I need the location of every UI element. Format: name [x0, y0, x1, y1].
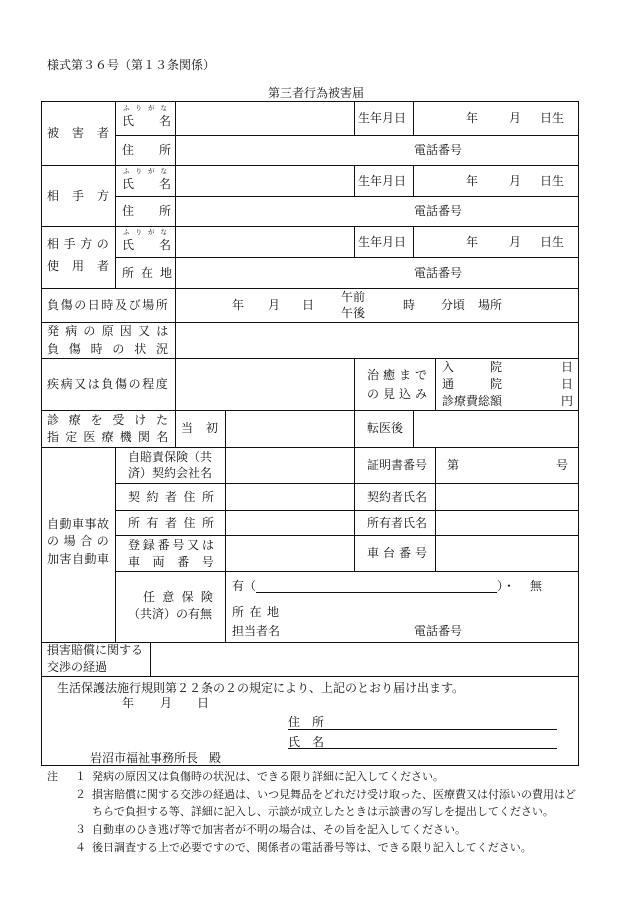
insurer-label-line1: 自賠責保険（共	[128, 450, 213, 464]
vehicle-label-line2: の場合の	[47, 534, 114, 548]
employer-label-line1: 相手方の	[47, 237, 114, 251]
medical-cost-label: 診療費総額	[442, 394, 503, 408]
declaration-year: 年	[122, 696, 135, 710]
other-party-name-label: 氏名	[122, 177, 197, 191]
injury-minute: 分頃	[441, 298, 466, 312]
injury-month: 月	[268, 298, 281, 312]
employer-furigana: ふりがな	[123, 228, 173, 236]
victim-name-label: 氏名	[122, 114, 197, 128]
note-text: 自動車のひき逃げ等で加害者が不明の場合は、その旨を記入してください。	[92, 823, 466, 836]
optional-insurance-no: 無	[530, 579, 543, 593]
victim-label: 被害者	[47, 126, 123, 140]
employer-phone-label: 電話番号	[414, 266, 463, 280]
employer-birth-month: 月	[509, 235, 522, 249]
declaration-day: 日	[197, 696, 210, 710]
owner-address-label: 所有者住所	[128, 516, 221, 530]
victim-birth-day: 日生	[540, 111, 565, 125]
form-number: 様式第３６号（第１３条関係）	[47, 58, 216, 72]
employer-birth-year: 年	[466, 235, 479, 249]
cause-label-line1: 発病の原因又は	[47, 324, 175, 338]
declarant-name-label: 氏名	[288, 735, 337, 749]
severity-label: 疾病又は負傷の程度	[47, 377, 170, 391]
vehicle-label-line1: 自動車事故	[47, 517, 110, 531]
addressee-honorific: 殿	[209, 751, 222, 765]
optional-insurance-yes: 有（	[232, 579, 257, 593]
certificate-label: 証明書番号	[367, 458, 428, 472]
negotiation-label-line1: 損害賠償に関する	[47, 643, 144, 657]
certificate-prefix: 第	[447, 458, 460, 472]
medical-institution-label-line2: 指定医療機関名	[47, 430, 175, 444]
victim-furigana: ふりがな	[123, 104, 173, 112]
declaration-month: 月	[160, 696, 173, 710]
insurer-location-label: 所在地	[232, 605, 285, 619]
addressee: 岩沼市福祉事務所長	[90, 751, 199, 765]
employer-birth-day: 日生	[540, 235, 565, 249]
optional-insurance-yes-close: ）・	[497, 579, 516, 593]
form-title: 第三者行為被害届	[268, 86, 365, 100]
declaration-statement: 生活保護法施行規則第２２条の２の規定により、上記のとおり届け出ます。	[57, 681, 465, 695]
declarant-address-label: 住所	[288, 715, 337, 729]
injury-day: 日	[302, 298, 315, 312]
victim-birth-year: 年	[466, 111, 479, 125]
other-party-birth-label: 生年月日	[358, 174, 407, 188]
other-party-phone-label: 電話番号	[414, 204, 463, 218]
registration-label-line1: 登録番号又は	[128, 538, 217, 552]
registration-label-line2: 車両番号	[128, 555, 227, 569]
note-text: 損害賠償に関する交渉の経過は、いつ見舞品をどれだけ受け取った、医療費又は付添いの費用はど	[92, 788, 576, 801]
negotiation-label-line2: 交渉の経過	[47, 660, 108, 674]
victim-address-label: 住所	[122, 143, 197, 157]
employer-name-label: 氏名	[122, 238, 197, 252]
outpatient-unit: 日	[561, 377, 574, 391]
outpatient-label: 通院	[442, 377, 539, 391]
initial-institution-label: 当初	[181, 421, 232, 435]
other-party-birth-day: 日生	[540, 174, 565, 188]
certificate-suffix: 号	[556, 458, 569, 472]
injury-am: 午前	[341, 290, 366, 304]
medical-institution-label-line1: 診療を受けた	[47, 413, 178, 427]
contractor-name-label: 契約者氏名	[367, 490, 428, 504]
recovery-outlook-line2: の見込み	[367, 387, 432, 401]
injury-place: 場所	[478, 298, 503, 312]
contractor-address-label: 契約者住所	[128, 490, 221, 504]
other-party-address-label: 住所	[122, 204, 197, 218]
insurer-phone-label: 電話番号	[414, 624, 463, 638]
employer-label-line2: 使用者	[47, 259, 123, 273]
inpatient-label: 入院	[442, 360, 539, 374]
vehicle-label-line3: 加害自動車	[47, 552, 110, 566]
victim-birth-label: 生年月日	[358, 111, 407, 125]
cause-label-line2: 負傷時の状況	[47, 342, 178, 356]
employer-address-label: 所在地	[122, 266, 180, 280]
chassis-number-label: 車台番号	[367, 546, 432, 560]
optional-insurance-label-line2: （共済）の有無	[128, 607, 213, 621]
transfer-institution-label: 転医後	[367, 421, 404, 435]
other-party-furigana: ふりがな	[123, 167, 173, 175]
other-party-birth-year: 年	[466, 174, 479, 188]
note-number: ２	[75, 788, 86, 801]
victim-birth-month: 月	[509, 111, 522, 125]
note-text: ちらで負担する等、詳細に記入し、示談が成立したときは示談書の写しを提出してください。	[92, 805, 554, 818]
note-number: １	[75, 770, 86, 783]
other-party-label: 相手方	[47, 189, 123, 203]
contact-person-label: 担当者名	[232, 624, 281, 638]
note-number: ４	[75, 841, 86, 854]
injury-hour: 時	[403, 298, 416, 312]
employer-birth-label: 生年月日	[358, 235, 407, 249]
owner-name-label: 所有者氏名	[367, 516, 428, 530]
medical-cost-unit: 円	[561, 394, 574, 408]
injury-pm: 午後	[341, 306, 366, 320]
other-party-birth-month: 月	[509, 174, 522, 188]
note-text: 後日調査する上で必要ですので、関係者の電話番号等は、できる限り記入してください。	[92, 841, 532, 854]
notes-prefix: 注	[47, 770, 58, 783]
recovery-outlook-line1: 治癒まで	[367, 368, 432, 382]
note-number: ３	[75, 823, 86, 836]
note-text: 発病の原因又は負傷時の状況は、できる限り詳細に記入してください。	[92, 770, 444, 783]
injury-year: 年	[232, 298, 245, 312]
injury-datetime-label: 負傷の日時及び場所	[47, 298, 170, 312]
inpatient-unit: 日	[561, 360, 574, 374]
victim-phone-label: 電話番号	[414, 143, 463, 157]
insurer-label-line2: 済）契約会社名	[128, 466, 213, 480]
optional-insurance-label-line1: 任意保険	[143, 590, 221, 604]
